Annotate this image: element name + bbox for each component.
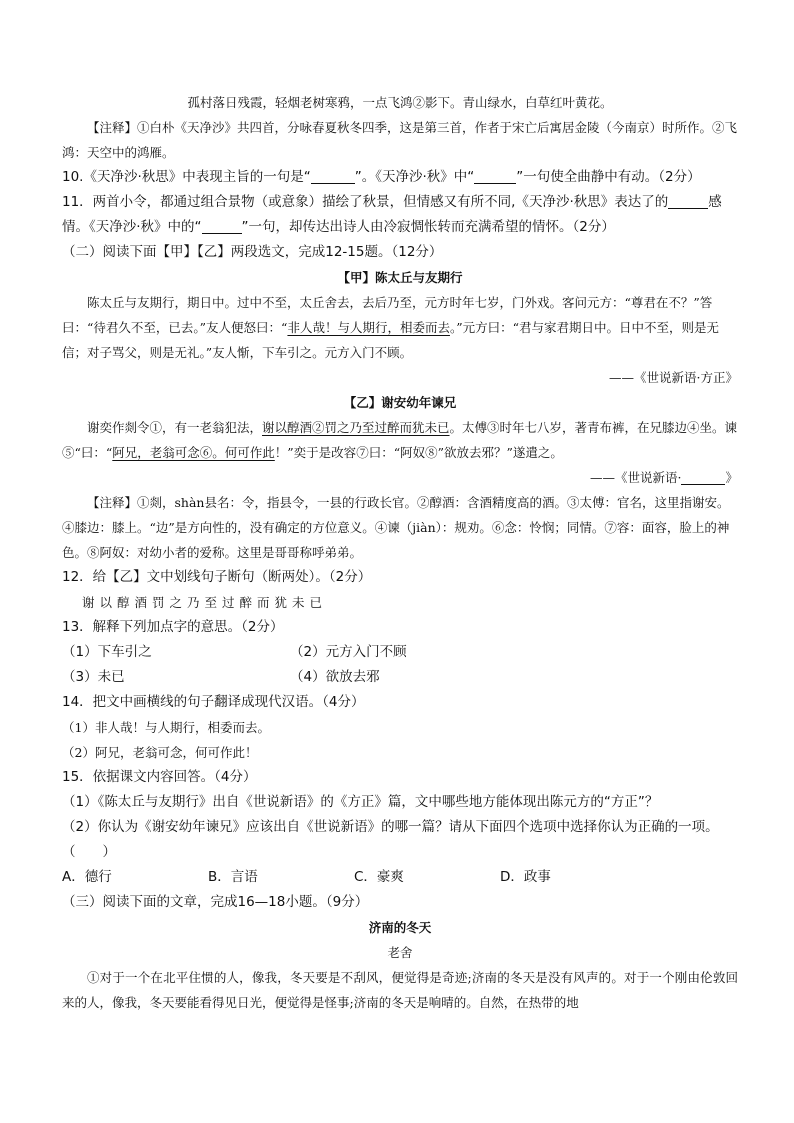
question-11: 11．两首小令，都通过组合景物（或意象）描绘了秋景，但情感又有所不同,《天净沙·秋思》表达了的 感情。《天净沙·秋》中的“ ”一句，却传达出诗人由冷寂惆怅转而充满希望的情怀。（2分） (62, 194, 722, 235)
option-b[interactable]: B．言语 (208, 869, 258, 885)
question-14: 14．把文中画横线的句子翻译成现代汉语。（4分） (62, 694, 365, 710)
option-c[interactable]: C．豪爽 (354, 869, 404, 885)
yi-title: 【乙】谢安幼年谏兄 (343, 395, 457, 410)
answer-blank[interactable] (311, 169, 355, 184)
q15-sub-2: （2）你认为《谢安幼年谏兄》应该出自《世说新语》的哪一篇？请从下面四个选项中选择你认为正确的一项。 (62, 819, 719, 835)
q14-sentence-2: （2）阿兄，老翁可念，何可作此！ (62, 745, 258, 760)
section-3-heading: （三）阅读下面的文章，完成16—18小题。（9分） (62, 894, 369, 910)
option-a[interactable]: A．德行 (62, 869, 112, 885)
q13-row-1 (62, 640, 738, 665)
q15-answer-paren[interactable]: （ ） (62, 844, 116, 860)
underlined-sentence: 非人哉！与人期行，相委而去 (287, 320, 450, 335)
essay-paragraph-1: ①对于一个在北平住惯的人，像我，冬天要是不刮风，便觉得是奇迹;济南的冬天是没有风声的。对于一个刚由伦敦回来的人，像我，冬天要能看得见日光，便觉得是怪事;济南的冬天是响晴的。自然，在热带的地 (62, 970, 738, 1010)
essay-author: 老舍 (387, 945, 413, 960)
yi-note: 【注释】①剡，shàn县名：令，指县令，一县的行政长官。②醇酒：含酒精度高的酒。③太傅：官名，这里指谢安。④膝边：膝上。“边”是方向性的，没有确定的方位意义。④谏（jiàn）：规劝。⑥念：怜悯；同情。⑦容：面容，脸上的神色。⑧阿奴：对幼小者的爱称。这里是哥哥称呼弟弟。 (62, 495, 730, 560)
answer-blank[interactable] (681, 470, 725, 485)
poem-line: 孤村落日残霞，轻烟老树寒鸦，一点飞鸿②影下。青山绿水，白草红叶黄花。 (187, 95, 613, 110)
q13-row-2 (62, 665, 738, 690)
answer-blank[interactable] (668, 194, 708, 209)
q13-item: （3）未已 (62, 669, 125, 685)
exam-page (62, 90, 738, 1015)
jia-text: 陈太丘与友期行，期日中。过中不至，太丘舍去，去后乃至，元方时年七岁，门外戏。客问元方：“尊君在不？”答曰：“待君久不至，已去。”友人便怒曰：“非人哉！与人期行，相委而去。”元方曰：“君与家君期日中。日中不至，则是无信；对子骂父，则是无礼。”友人惭，下车引之。元方入门不顾。 (62, 295, 719, 360)
jia-title: 【甲】陈太丘与友期行 (337, 270, 463, 285)
jia-source: ——《世说新语·方正》 (609, 370, 738, 385)
underlined-sentence: 阿兄，老翁可念⑥。何可作此 (112, 445, 275, 460)
option-d[interactable]: D．政事 (500, 869, 551, 885)
q15-sub-1: （1）《陈太丘与友期行》出自《世说新语》的《方正》篇，文中哪些地方能体现出陈元方的“方正”？ (62, 794, 659, 810)
question-12: 12．给【乙】文中划线句子断句（断两处）。（2分） (62, 569, 372, 585)
answer-blank[interactable] (202, 219, 242, 234)
poem-note: 【注释】①白朴《天净沙》共四首，分咏春夏秋冬四季，这是第三首，作者于宋亡后寓居金陵（今南京）时所作。②飞鸿：天空中的鸿雁。 (62, 120, 738, 160)
q13-item: （4）欲放去邪 (290, 669, 380, 685)
yi-text: 谢奕作剡令①，有一老翁犯法，谢以醇酒②罚之乃至过醉而犹未已。太傅③时年七八岁，著青布裤，在兄膝边④坐。谏⑤“曰：“阿兄，老翁可念⑥。何可作此！”奕于是改容⑦曰：“阿奴⑧”欲放去邪？”遂遣之。 (62, 420, 738, 460)
essay-title: 济南的冬天 (368, 920, 432, 935)
question-13: 13．解释下列加点字的意思。（2分） (62, 619, 284, 635)
question-15: 15．依据课文内容回答。（4分） (62, 769, 257, 785)
q15-options (62, 865, 738, 890)
answer-blank[interactable] (474, 169, 516, 184)
yi-source: ——《世说新语· 》 (590, 470, 738, 485)
q13-item: （1）下车引之 (62, 644, 152, 660)
section-2-heading: （二）阅读下面【甲】【乙】两段选文，完成12-15题。（12分） (62, 244, 443, 260)
q13-item: （2）元方入门不顾 (290, 644, 407, 660)
underlined-sentence: 谢以醇酒②罚之乃至过醉而犹未已 (262, 420, 450, 435)
q14-sentence-1: （1）非人哉！与人期行，相委而去。 (62, 720, 270, 735)
question-10: 10.《天净沙·秋思》中表现主旨的一句是“ ”。《天净沙·秋》中“ ”一句使全曲静中有动。（2分） (62, 169, 701, 185)
q12-sentence: 谢以醇酒罚之乃至过醉而犹未已 (82, 595, 328, 610)
